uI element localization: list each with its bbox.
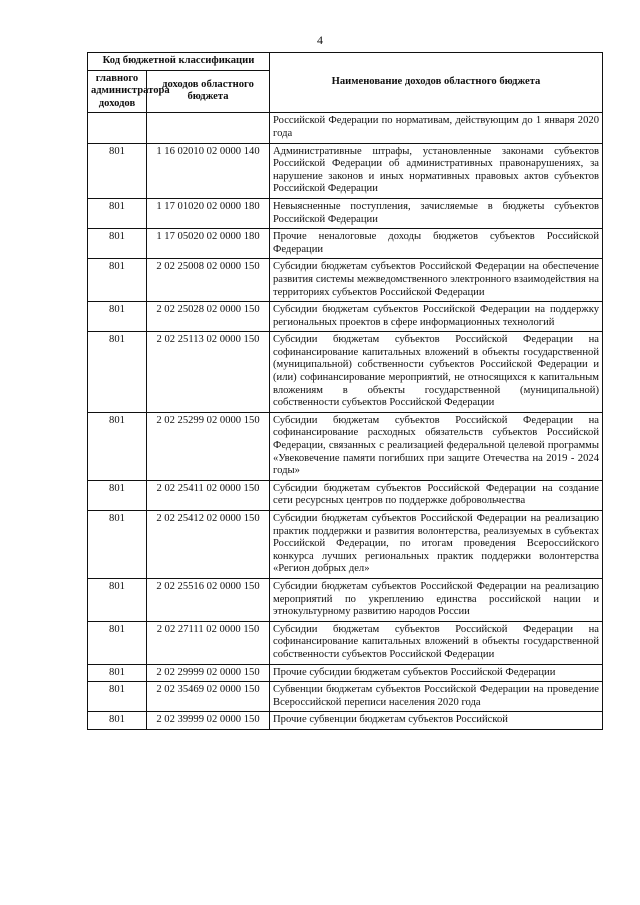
revenue-code-cell: 1 17 01020 02 0000 180: [147, 198, 270, 228]
revenue-name-cell: Российской Федерации по нормативам, действующим до 1 января 2020 года: [270, 113, 603, 143]
table-row: [88, 480, 603, 510]
revenue-name-cell: Прочие неналоговые доходы бюджетов субъектов Российской Федерации: [270, 229, 603, 259]
header-revenue-name: Наименование доходов областного бюджета: [270, 53, 603, 113]
revenue-code-cell: 1 17 05020 02 0000 180: [147, 229, 270, 259]
page-number: 4: [317, 33, 323, 47]
table-row: [88, 511, 603, 579]
revenue-name-cell: Административные штрафы, установленные законами субъектов Российской Федерации об административных правонарушениях, за нарушение законов и иных нормативных правовых актов субъектов Российской Федерации: [270, 143, 603, 198]
budget-classification-table: [87, 52, 603, 730]
revenue-name-cell: Субсидии бюджетам субъектов Российской Федерации на реализацию мероприятий по укреплению единства российской нации и этнокультурному развитию народов России: [270, 578, 603, 621]
table-row: [88, 412, 603, 480]
revenue-name-cell: Невыясненные поступления, зачисляемые в бюджеты субъектов Российской Федерации: [270, 198, 603, 228]
revenue-code-cell: 2 02 25008 02 0000 150: [147, 259, 270, 302]
table-row: [88, 332, 603, 413]
revenue-code-cell: 2 02 25516 02 0000 150: [147, 578, 270, 621]
revenue-name-cell: Субсидии бюджетам субъектов Российской Федерации на создание сети ресурсных центров по поддержке добровольчества: [270, 480, 603, 510]
admin-code-cell: 801: [88, 664, 147, 682]
table-row: [88, 143, 603, 198]
admin-code-cell: 801: [88, 198, 147, 228]
revenue-name-cell: Субсидии бюджетам субъектов Российской Федерации на обеспечение развития системы межведомственного электронного взаимодействия на территориях субъектов Российской Федерации: [270, 259, 603, 302]
header-revenue-code: доходов областного бюджета: [147, 70, 270, 113]
table-row: [88, 259, 603, 302]
revenue-code-cell: 2 02 27111 02 0000 150: [147, 621, 270, 664]
revenue-code-cell: [147, 113, 270, 143]
table-row: [88, 682, 603, 712]
admin-code-cell: 801: [88, 412, 147, 480]
revenue-code-cell: 2 02 25411 02 0000 150: [147, 480, 270, 510]
table-row: [88, 113, 603, 143]
table-body: [88, 113, 603, 730]
admin-code-cell: [88, 113, 147, 143]
table-row: [88, 198, 603, 228]
table-header: [88, 53, 603, 113]
table-row: [88, 664, 603, 682]
revenue-code-cell: 2 02 25412 02 0000 150: [147, 511, 270, 579]
revenue-code-cell: 2 02 35469 02 0000 150: [147, 682, 270, 712]
admin-code-cell: 801: [88, 511, 147, 579]
revenue-name-cell: Прочие субвенции бюджетам субъектов Российской: [270, 712, 603, 730]
revenue-code-cell: 2 02 29999 02 0000 150: [147, 664, 270, 682]
revenue-code-cell: 2 02 25028 02 0000 150: [147, 302, 270, 332]
table-row: [88, 578, 603, 621]
revenue-code-cell: 2 02 39999 02 0000 150: [147, 712, 270, 730]
header-main-administrator: главного администратора доходов: [88, 70, 147, 113]
admin-code-cell: 801: [88, 143, 147, 198]
admin-code-cell: 801: [88, 229, 147, 259]
header-budget-classification-code: Код бюджетной классификации: [88, 53, 270, 71]
revenue-name-cell: Субсидии бюджетам субъектов Российской Федерации на реализацию практик поддержки и развития волонтерства, реализуемых в субъектах Российской Федерации, по итогам проведения Всероссийского конкурса лучших региональных практик поддержки волонтерства «Регион добрых дел»: [270, 511, 603, 579]
table-row: [88, 302, 603, 332]
revenue-code-cell: 1 16 02010 02 0000 140: [147, 143, 270, 198]
admin-code-cell: 801: [88, 578, 147, 621]
table-row: [88, 712, 603, 730]
admin-code-cell: 801: [88, 712, 147, 730]
admin-code-cell: 801: [88, 621, 147, 664]
revenue-name-cell: Прочие субсидии бюджетам субъектов Российской Федерации: [270, 664, 603, 682]
admin-code-cell: 801: [88, 332, 147, 413]
revenue-code-cell: 2 02 25113 02 0000 150: [147, 332, 270, 413]
table-row: [88, 621, 603, 664]
revenue-name-cell: Субсидии бюджетам субъектов Российской Федерации на поддержку региональных проектов в сфере информационных технологий: [270, 302, 603, 332]
admin-code-cell: 801: [88, 259, 147, 302]
revenue-name-cell: Субсидии бюджетам субъектов Российской Федерации на софинансирование капитальных вложений в объекты государственной (муниципальной) собственности субъектов Российской Федерации и (или) софинансирование мероприятий, не относящихся к капитальным вложениям в объекты государственной (муниципальной) собственности субъектов Российской Федерации: [270, 332, 603, 413]
admin-code-cell: 801: [88, 302, 147, 332]
revenue-name-cell: Субвенции бюджетам субъектов Российской Федерации на проведение Всероссийской переписи населения 2020 года: [270, 682, 603, 712]
admin-code-cell: 801: [88, 682, 147, 712]
revenue-code-cell: 2 02 25299 02 0000 150: [147, 412, 270, 480]
table-row: [88, 229, 603, 259]
revenue-name-cell: Субсидии бюджетам субъектов Российской Федерации на софинансирование капитальных вложений в объекты государственной собственности субъектов Российской Федерации: [270, 621, 603, 664]
admin-code-cell: 801: [88, 480, 147, 510]
revenue-name-cell: Субсидии бюджетам субъектов Российской Федерации на софинансирование расходных обязательств субъектов Российской Федерации, связанных с реализацией федеральной целевой программы «Увековечение памяти погибших при защите Отечества на 2019 - 2024 годы»: [270, 412, 603, 480]
